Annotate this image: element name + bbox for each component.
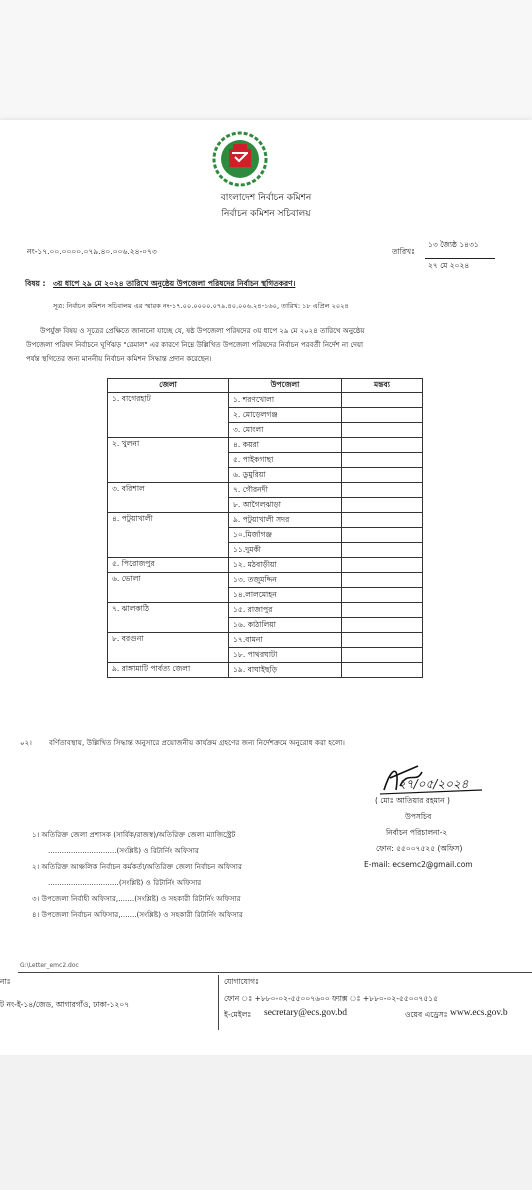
upazila-cell: ১১.দুমকী	[229, 543, 342, 558]
remarks-cell	[342, 453, 423, 468]
table-row	[108, 633, 423, 648]
footer-web: www.ecs.gov.b	[450, 1008, 508, 1018]
district-cell: ৫. পিরোজপুর	[108, 558, 229, 573]
letter-page	[0, 120, 532, 1055]
recipient-2-cont: ...............................(সংশ্লিষ্ট) ও রিটার্নিং অফিসার	[48, 878, 202, 887]
screen-top-margin	[0, 0, 532, 120]
district-cell: ৬. ভোলা	[108, 573, 229, 603]
footer-email: secretary@ecs.gov.bd	[264, 1008, 348, 1018]
remarks-cell	[342, 618, 423, 633]
recipient-1: ১। অতিরিক্ত জেলা প্রশাসক (সার্বিক/রাজস্ব)/অতিরিক্ত জেলা ম্যাজিস্ট্রেট	[32, 830, 236, 839]
remarks-cell	[342, 498, 423, 513]
footer-web-label: ওয়েব এড্রেসঃ	[405, 1010, 448, 1019]
upazila-cell: ১৪.লালমোহন	[229, 588, 342, 603]
district-cell: ৩. বরিশাল	[108, 483, 229, 513]
upazila-cell: ৩. মোংলা	[229, 423, 342, 438]
upazila-cell: ২. মোড়েলগঞ্জ	[229, 408, 342, 423]
upazila-cell: ৫. পাইকগাছা	[229, 453, 342, 468]
remarks-cell	[342, 648, 423, 663]
date-bangla: ১৩ জ্যৈষ্ঠ ১৪৩১	[428, 240, 479, 249]
table-row	[108, 603, 423, 618]
memo-number: নং-১৭.০০.০০০০.০৭৯.৪০.০০৬.২৪-০৭৩	[27, 247, 157, 256]
district-cell: ২. খুলনা	[108, 438, 229, 483]
body-line-2: উপজেলা পরিষদ নির্বাচনে ঘূর্ণিঝড় "রেমাল" এর কারণে নিম্নে উল্লিখিত উপজেলা পরিষদের নির্বাচন পরবর্তী নির্দেশ না দেয়া	[26, 341, 364, 349]
remarks-cell	[342, 603, 423, 618]
upazila-cell: ৭. গৌরনদী	[229, 483, 342, 498]
screen-bottom-margin	[0, 1055, 532, 1190]
org-secretariat: নির্বাচন কমিশন সচিবালয়	[221, 209, 311, 219]
header-remarks: মন্তব্য	[342, 379, 423, 393]
recipient-1-cont: ..............................(সংশ্লিষ্ট) ও রিটার্নিং অফিসার	[48, 846, 199, 855]
signer-department: নির্বাচন পরিচালনা-২	[386, 828, 448, 837]
upazila-cell: ১৫. রাজাপুর	[229, 603, 342, 618]
signer-designation: উপসচিব	[405, 812, 432, 821]
district-cell: ৯. রাঙ্গামাটি পার্বত্য জেলা	[108, 663, 229, 678]
upazila-cell: ৬. ডুমুরিয়া	[229, 468, 342, 483]
date-label: তারিখঃ	[392, 247, 415, 256]
upazila-cell: ১২. মঠবাড়ীয়া	[229, 558, 342, 573]
recipient-2: ২। অতিরিক্ত আঞ্চলিক নির্বাচন কর্মকর্তা/অতিরিক্ত জেলা নির্বাচন অফিসার	[32, 862, 242, 871]
footer-divider	[218, 975, 219, 1030]
remarks-cell	[342, 393, 423, 408]
table-row	[108, 483, 423, 498]
body-line-1: উপর্যুক্ত বিষয় ও সূত্রের প্রেক্ষিতে জানানো যাচ্ছে যে, ষষ্ঠ উপজেলা পরিষদের ৩য় ধাপে ২৯ মে ২০২৪ তারিখে অনুষ্ঠেয়	[40, 327, 365, 335]
district-cell: ৮. বরগুনা	[108, 633, 229, 663]
upazila-cell: ১৮. পাথরঘাটা	[229, 648, 342, 663]
remarks-cell	[342, 408, 423, 423]
subject-label: বিষয় :	[25, 279, 46, 288]
table-row	[108, 558, 423, 573]
footer-contact-label: যোগাযোগঃ	[224, 977, 260, 986]
header-upazila: উপজেলা	[229, 379, 342, 393]
upazila-cell: ৪. কয়রা	[229, 438, 342, 453]
ballot-box-logo-icon	[211, 130, 269, 188]
district-cell: ৪. পটুয়াখালী	[108, 513, 229, 558]
postponed-upazila-table	[107, 378, 423, 678]
file-path: G:\Letter_emc2.doc	[20, 962, 79, 969]
upazila-cell: ৯. পটুয়াখালী সদর	[229, 513, 342, 528]
table-row	[108, 393, 423, 408]
para2-number: ০২।	[20, 738, 32, 747]
signer-name: ( মোঃ আতিয়ার রহমান )	[375, 796, 450, 805]
org-name: বাংলাদেশ নির্বাচন কমিশন	[220, 193, 312, 203]
remarks-cell	[342, 513, 423, 528]
remarks-cell	[342, 573, 423, 588]
remarks-cell	[342, 528, 423, 543]
table-header-row	[108, 379, 423, 393]
upazila-cell: ১৯. বাঘাইছড়ি	[229, 663, 342, 678]
remarks-cell	[342, 663, 423, 678]
table-row	[108, 438, 423, 453]
upazila-cell: ১৩. তজুমদ্দিন	[229, 573, 342, 588]
recipient-3: ৩। উপজেলা নির্বাহী অফিসার,.......(সংশ্লিষ্ট) ও সহকারী রিটার্নিং অফিসার	[32, 894, 241, 903]
reference-line: সূত্র: নির্বাচন কমিশন সচিবালয় এর স্মারক নং-১৭.০০.০০০০.০৭৯.৪০.০০৬.২৪-১৬০, তারিখ: ১৮ এপ্রিল ২০২৪	[53, 302, 349, 310]
remarks-cell	[342, 588, 423, 603]
para2-text: বর্ণিতাবস্থায়, উল্লিখিত সিদ্ধান্ত অনুসারে প্রয়োজনীয় কার্যক্রম গ্রহণের জন্য নির্দেশক্রমে অনুরোধ করা হলো।	[49, 738, 345, 747]
body-line-3: পর্যন্ত স্থগিতের জন্য মাননীয় নির্বাচন কমিশন সিদ্ধান্ত প্রদান করেছেন।	[26, 355, 212, 363]
remarks-cell	[342, 633, 423, 648]
table-row	[108, 573, 423, 588]
district-cell: ৭. ঝালকাঠি	[108, 603, 229, 633]
subject-text: ৩য় ধাপে ২৯ মে ২০২৪ তারিখে অনুষ্ঠেয় উপজেলা পরিষদের নির্বাচন স্থগিতকরণ।	[53, 279, 296, 288]
remarks-cell	[342, 543, 423, 558]
remarks-cell	[342, 558, 423, 573]
footer-top-rule	[18, 972, 532, 973]
district-cell: ১. বাগেরহাট	[108, 393, 229, 438]
upazila-cell: ১০.মির্জাগঞ্জ	[229, 528, 342, 543]
signer-phone: ফোন: ৫৫০০৭৫২৫ (অফিস)	[376, 844, 463, 853]
table-row	[108, 663, 423, 678]
table-row	[108, 513, 423, 528]
remarks-cell	[342, 468, 423, 483]
footer-left-label: নাঃ	[0, 977, 11, 986]
upazila-cell: ১. শরণখোলা	[229, 393, 342, 408]
signature-date: ২৭/০৫/২০২৪	[398, 777, 469, 791]
date-divider	[425, 258, 495, 259]
remarks-cell	[342, 438, 423, 453]
upazila-cell: ৮. আগৈলঝাড়া	[229, 498, 342, 513]
footer-address: ট নং-ই-১৪/জেড, আগারগাঁও, ঢাকা-১২০৭	[0, 1000, 130, 1009]
header-district: জেলা	[108, 379, 229, 393]
upazila-cell: ১৬. কাঠালিয়া	[229, 618, 342, 633]
recipient-4: ৪। উপজেলা নির্বাচন অফিসার,.......(সংশ্লিষ্ট) ও সহকারী রিটার্নিং অফিসার	[32, 910, 243, 919]
upazila-cell: ১৭.বামনা	[229, 633, 342, 648]
date-english: ২৭ মে ২০২৪	[428, 261, 470, 270]
signer-email: E-mail: ecsemc2@gmail.com	[364, 860, 473, 869]
remarks-cell	[342, 483, 423, 498]
remarks-cell	[342, 423, 423, 438]
footer-phone-fax: ফোন ঃ +৮৮০-০২-৫৫০০৭৬০০ ফ্যাক্স ঃ +৮৮০-০২-৫৫০০৭৫১৫	[224, 994, 438, 1003]
footer-email-label: ই-মেইলঃ	[224, 1010, 252, 1019]
